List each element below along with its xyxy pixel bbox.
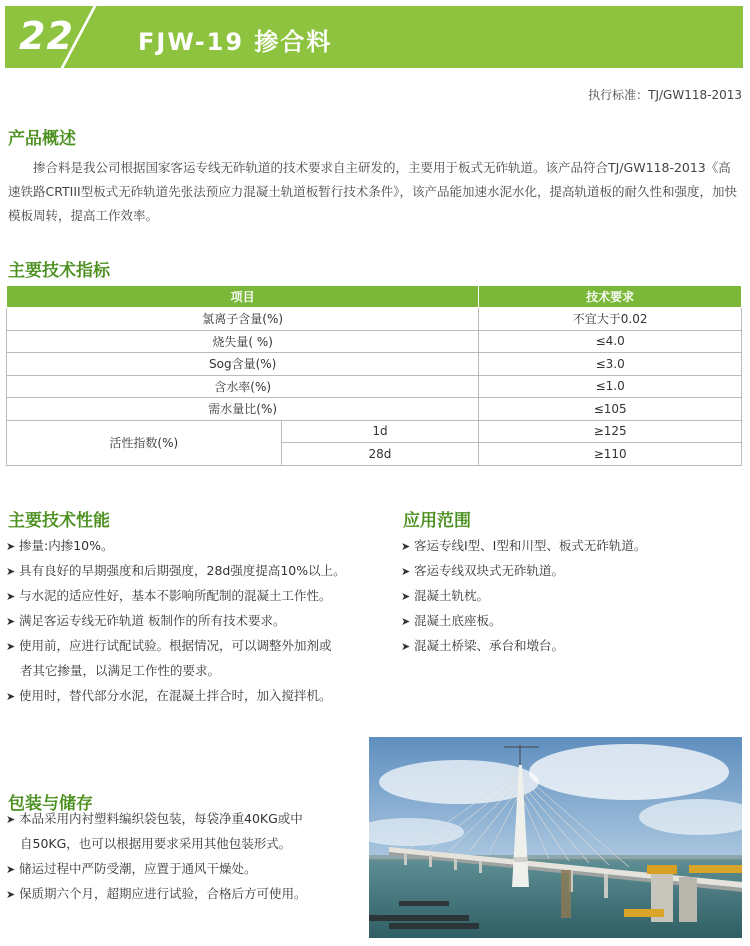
list-item bbox=[401, 533, 646, 558]
requirement-cell: ≥110 bbox=[479, 443, 742, 466]
requirement-cell: ≤105 bbox=[479, 398, 742, 421]
list-item bbox=[6, 881, 307, 906]
list-item-text: 具有良好的早期强度和后期强度，28d强度提高10%以上。 bbox=[19, 563, 346, 578]
age-cell: 28d bbox=[281, 443, 479, 466]
list-item-text: 者其它掺量，以满足工作性的要求。 bbox=[20, 663, 221, 678]
item-cell: 烧失量( %) bbox=[7, 330, 479, 353]
list-item bbox=[6, 533, 346, 558]
arrow-bullet-icon: ➤ bbox=[401, 540, 411, 553]
arrow-bullet-icon: ➤ bbox=[401, 615, 411, 628]
table-header-row bbox=[7, 286, 742, 308]
list-item-text: 掺量:内掺10%。 bbox=[19, 538, 114, 553]
performance-heading: 主要技术性能 bbox=[8, 511, 110, 531]
arrow-bullet-icon: ➤ bbox=[6, 690, 16, 703]
header-banner bbox=[5, 6, 743, 68]
table-row bbox=[7, 420, 742, 443]
performance-list bbox=[6, 533, 346, 708]
age-cell: 1d bbox=[281, 420, 479, 443]
list-item-text: 客运专线双块式无砟轨道。 bbox=[414, 563, 565, 578]
arrow-bullet-icon: ➤ bbox=[401, 565, 411, 578]
list-item bbox=[6, 806, 307, 831]
overview-text: 掺合料是我公司根据国家客运专线无砟轨道的技术要求自主研发的，主要用于板式无砟轨道。该产品符合TJ/GW118-2013《高速铁路CRTIII型板式无砟轨道先张法预应力混凝土轨道板暂行技术条件》，该产品能加速水泥水化，提高轨道板的耐久性和强度，加快模板周转，提高工作效率。 bbox=[8, 160, 737, 223]
list-item-text: 混凝土轨枕。 bbox=[414, 588, 490, 603]
specs-table bbox=[6, 285, 742, 466]
product-title: FJW-19 掺合料 bbox=[138, 28, 333, 56]
list-item-text: 混凝土桥梁、承台和墩台。 bbox=[414, 638, 565, 653]
list-item-text: 使用时，替代部分水泥，在混凝土拌合时，加入搅拌机。 bbox=[19, 688, 332, 703]
requirement-cell: ≤3.0 bbox=[479, 353, 742, 376]
list-item bbox=[401, 633, 646, 658]
arrow-bullet-icon: ➤ bbox=[6, 540, 16, 553]
list-item bbox=[6, 558, 346, 583]
table-row bbox=[7, 398, 742, 421]
list-item bbox=[401, 558, 646, 583]
list-item-text: 客运专线I型、I型和川型、板式无砟轨道。 bbox=[414, 538, 647, 553]
arrow-bullet-icon: ➤ bbox=[6, 615, 16, 628]
application-list bbox=[401, 533, 646, 658]
table-row bbox=[7, 375, 742, 398]
specs-heading: 主要技术指标 bbox=[8, 261, 110, 281]
requirement-cell: ≤1.0 bbox=[479, 375, 742, 398]
list-item-text: 满足客运专线无砟轨道 板制作的所有技术要求。 bbox=[19, 613, 286, 628]
list-item bbox=[6, 633, 346, 658]
list-item-text: 储运过程中严防受潮，应置于通风干燥处。 bbox=[19, 861, 257, 876]
list-item-continuation bbox=[6, 831, 307, 856]
requirement-cell: 不宜大于0.02 bbox=[479, 308, 742, 331]
item-cell: 需水量比(%) bbox=[7, 398, 479, 421]
list-item-text: 与水泥的适应性好，基本不影响所配制的混凝土工作性。 bbox=[19, 588, 332, 603]
arrow-bullet-icon: ➤ bbox=[6, 640, 16, 653]
application-heading: 应用范围 bbox=[403, 511, 471, 531]
arrow-bullet-icon: ➤ bbox=[6, 565, 16, 578]
overview-heading: 产品概述 bbox=[8, 129, 76, 149]
list-item-text: 混凝土底座板。 bbox=[414, 613, 502, 628]
table-row bbox=[7, 353, 742, 376]
section-number: 22 bbox=[19, 14, 74, 58]
standard-label: 执行标准：TJ/GW118-2013 bbox=[588, 88, 742, 102]
table-row bbox=[7, 308, 742, 331]
list-item bbox=[401, 608, 646, 633]
bridge-photo bbox=[369, 737, 742, 938]
list-item-text: 自50KG，也可以根据用要求采用其他包装形式。 bbox=[20, 836, 292, 851]
arrow-bullet-icon: ➤ bbox=[6, 590, 16, 603]
item-cell: 氯离子含量(%) bbox=[7, 308, 479, 331]
activity-index-cell: 活性指数(%) bbox=[7, 420, 282, 465]
list-item-continuation bbox=[6, 658, 346, 683]
arrow-bullet-icon: ➤ bbox=[401, 640, 411, 653]
list-item-text: 使用前，应进行试配试验。根据情况，可以调整外加剂或 bbox=[19, 638, 332, 653]
arrow-bullet-icon: ➤ bbox=[401, 590, 411, 603]
item-cell: Sog含量(%) bbox=[7, 353, 479, 376]
packaging-list bbox=[6, 806, 307, 906]
item-cell: 含水率(%) bbox=[7, 375, 479, 398]
list-item bbox=[6, 608, 346, 633]
requirement-cell: ≥125 bbox=[479, 420, 742, 443]
list-item bbox=[6, 683, 346, 708]
col-item-header: 项目 bbox=[7, 286, 479, 308]
arrow-bullet-icon: ➤ bbox=[6, 813, 16, 826]
col-requirement-header: 技术要求 bbox=[479, 286, 742, 308]
table-row bbox=[7, 330, 742, 353]
list-item-text: 保质期六个月，超期应进行试验，合格后方可使用。 bbox=[19, 886, 307, 901]
cable-stayed-bridge-photo bbox=[369, 737, 742, 938]
list-item bbox=[6, 856, 307, 881]
arrow-bullet-icon: ➤ bbox=[6, 863, 16, 876]
list-item-text: 本品采用内衬塑料编织袋包装，每袋净重40KG或中 bbox=[19, 811, 303, 826]
list-item bbox=[401, 583, 646, 608]
requirement-cell: ≤4.0 bbox=[479, 330, 742, 353]
arrow-bullet-icon: ➤ bbox=[6, 888, 16, 901]
list-item bbox=[6, 583, 346, 608]
packaging-heading: 包装与储存 bbox=[8, 794, 93, 814]
